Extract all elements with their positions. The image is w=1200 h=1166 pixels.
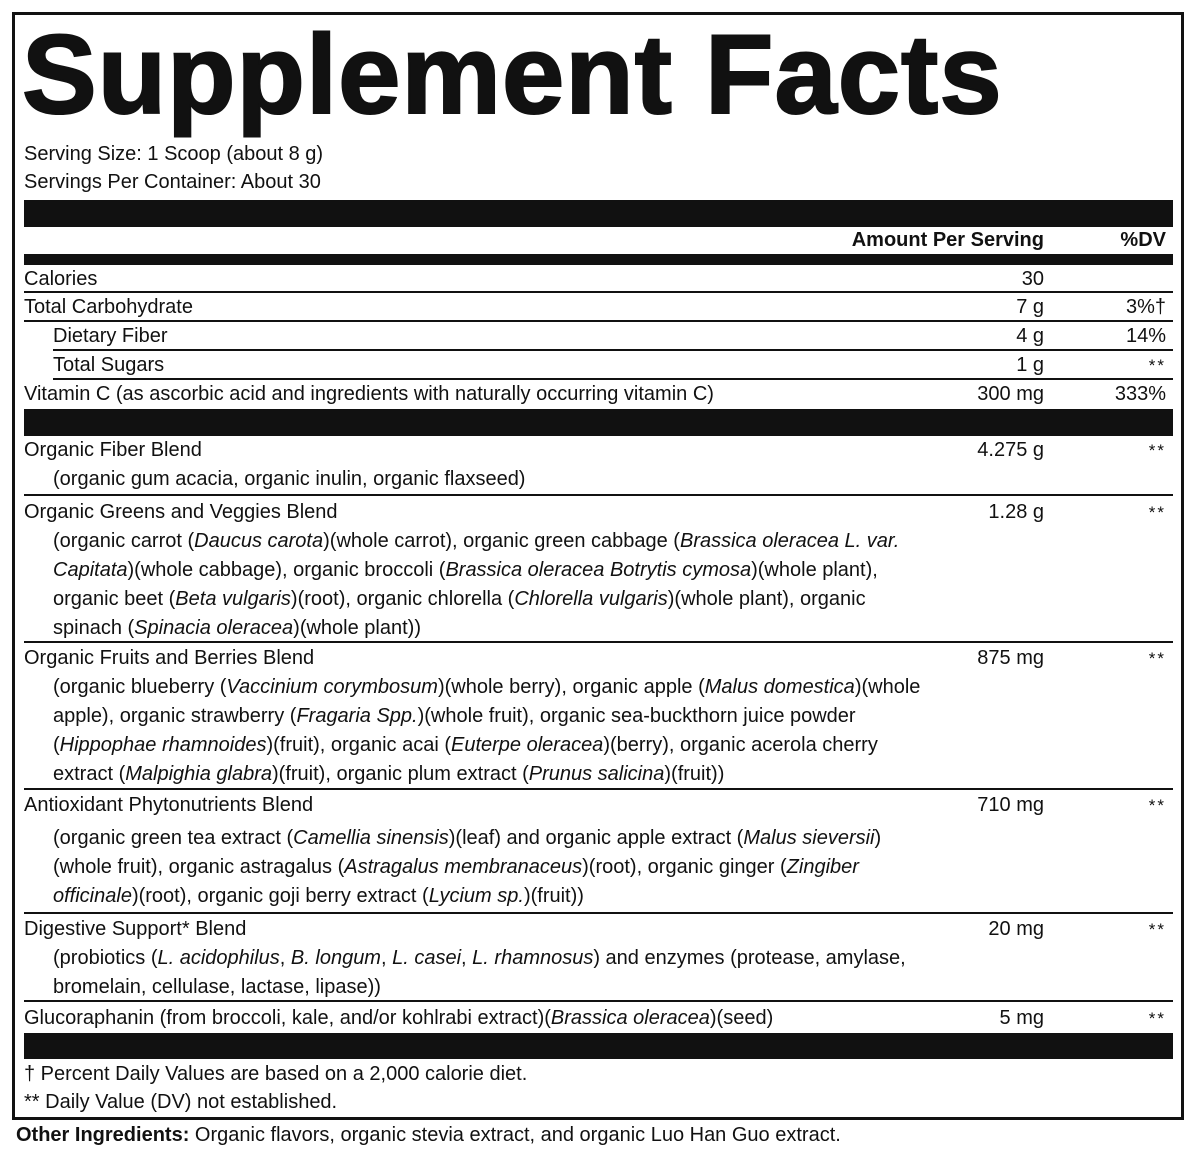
blend-dv: ** xyxy=(1148,920,1166,939)
servings-per-container: Servings Per Container: About 30 xyxy=(24,171,321,193)
blend-row-fruits xyxy=(24,643,1173,790)
dv-header: %DV xyxy=(1120,229,1166,251)
nutrient-amount: 300 mg xyxy=(977,383,1044,405)
blend-amount: 20 mg xyxy=(988,918,1044,940)
blend-name: Organic Greens and Veggies Blend xyxy=(24,501,338,523)
blend-ingredients: (organic gum acacia, organic inulin, organic flaxseed) xyxy=(53,468,526,490)
nutrient-dv: 333% xyxy=(1114,383,1166,405)
nutrient-amount: 1 g xyxy=(1016,354,1044,376)
blend-name: Digestive Support* Blend xyxy=(24,918,247,940)
blend-name: Antioxidant Phytonutrients Blend xyxy=(24,794,314,816)
blend-name: Organic Fiber Blend xyxy=(24,439,202,461)
blend-dv: ** xyxy=(1148,649,1166,668)
supplement-facts-panel xyxy=(12,12,1184,1120)
blend-row-fiber xyxy=(24,436,1173,496)
thick-divider-top xyxy=(24,200,1173,227)
other-ingredients-text: Organic flavors, organic stevia extract, and organic Luo Han Guo extract. xyxy=(194,1124,841,1146)
amount-per-serving-header: Amount Per Serving xyxy=(851,229,1044,251)
panel-title: Supplement Facts xyxy=(22,12,1003,137)
blend-ingredients: (organic blueberry (Vaccinium corymbosum)(whole berry), organic apple (Malus domestica)(whole apple), organic strawberry (Fragaria Spp.)(whole fruit), organic sea-buckthorn juice powder (Hippophae rhamnoides)(fruit), organic acai (Euterpe oleracea)(berry), organic acerola cherry extract (Malpighia glabra)(fruit), organic plum extract (Prunus salicina)(fruit)) xyxy=(53,676,921,785)
blend-amount: 710 mg xyxy=(977,794,1044,816)
blend-amount: 875 mg xyxy=(977,647,1044,669)
blend-dv: ** xyxy=(1148,503,1166,522)
nutrient-amount: 7 g xyxy=(1016,296,1044,318)
blend-ingredients: (probiotics (L. acidophilus, B. longum, L. casei, L. rhamnosus) and enzymes (protease, amylase, bromelain, cellulase, lactase, lipase)) xyxy=(53,947,906,998)
blend-dv: ** xyxy=(1148,796,1166,815)
blend-dv: ** xyxy=(1148,441,1166,460)
nutrient-amount: 4 g xyxy=(1016,325,1044,347)
blend-amount: 1.28 g xyxy=(988,501,1044,523)
footnote-stars: ** Daily Value (DV) not established. xyxy=(24,1091,338,1113)
nutrient-row-vitamin-c xyxy=(24,380,1173,409)
blend-amount: 4.275 g xyxy=(977,439,1044,461)
other-ingredients xyxy=(16,1124,841,1147)
nutrient-label: Total Carbohydrate xyxy=(24,296,193,318)
nutrient-label: Total Sugars xyxy=(53,354,165,376)
thick-divider-bottom xyxy=(24,1033,1173,1059)
nutrient-label: Dietary Fiber xyxy=(53,325,168,347)
blend-name: Organic Fruits and Berries Blend xyxy=(24,647,315,669)
blend-row-digestive xyxy=(24,914,1173,1002)
thick-divider-middle xyxy=(24,409,1173,436)
other-ingredients-label: Other Ingredients: xyxy=(16,1124,190,1146)
nutrient-label: Vitamin C (as ascorbic acid and ingredients with naturally occurring vitamin C) xyxy=(24,383,714,405)
serving-size: Serving Size: 1 Scoop (about 8 g) xyxy=(24,143,324,165)
blend-ingredients: (organic carrot (Daucus carota)(whole carrot), organic green cabbage (Brassica oleracea L. var. Capitata)(whole cabbage), organic broccoli (Brassica oleracea Botrytis cymosa)(whole plant), organic beet (Beta vulgaris)(root), organic chlorella (Chlorella vulgaris)(whole plant), organic spinach (Spinacia oleracea)(whole plant)) xyxy=(53,530,900,639)
nutrient-dv: ** xyxy=(1148,356,1166,375)
nutrient-dv: 14% xyxy=(1125,325,1166,347)
nutrient-label: Calories xyxy=(24,268,98,290)
glucoraphanin-row xyxy=(24,1002,1173,1033)
blend-row-greens xyxy=(24,496,1173,643)
glucoraphanin-label: Glucoraphanin (from broccoli, kale, and/or kohlrabi extract)(Brassica oleracea)(seed) xyxy=(24,1007,774,1029)
blend-ingredients: (organic green tea extract (Camellia sinensis)(leaf) and organic apple extract (Malus sieversii)(whole fruit), organic astragalus (Astragalus membranaceus)(root), organic ginger (Zingiber officinale)(root), organic goji berry extract (Lycium sp.)(fruit)) xyxy=(53,827,882,907)
nutrient-dv: 3%† xyxy=(1125,296,1166,318)
blend-row-antioxidant xyxy=(24,790,1173,914)
nutrient-row-total-sugars xyxy=(53,351,1173,380)
nutrient-row-dietary-fiber xyxy=(53,322,1173,351)
nutrient-amount: 30 xyxy=(1021,268,1044,290)
glucoraphanin-dv: ** xyxy=(1148,1009,1166,1028)
nutrient-row-total-carbohydrate xyxy=(24,293,1173,322)
medium-divider xyxy=(24,254,1173,265)
footnote-dagger: † Percent Daily Values are based on a 2,000 calorie diet. xyxy=(24,1063,528,1085)
glucoraphanin-amount: 5 mg xyxy=(999,1007,1044,1029)
nutrient-row-calories xyxy=(24,265,1173,293)
